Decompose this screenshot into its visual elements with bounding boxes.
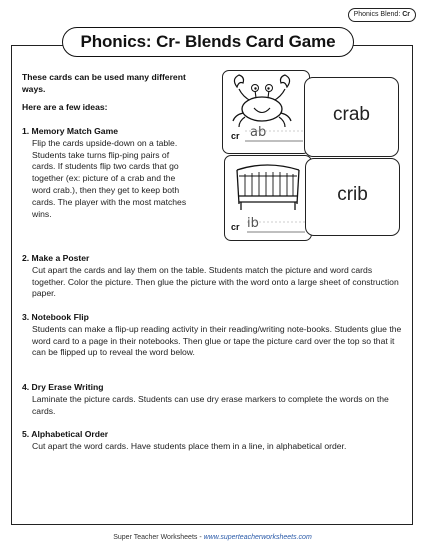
idea-body: Students can make a flip-up reading activity in their reading/writing note-books. Students glue the word card to a page in their notebooks. Then glue or tape the picture card over the top so that it can be flipped up to reveal the word below. xyxy=(32,323,402,358)
card-word: crib xyxy=(337,184,368,205)
word-card-crab xyxy=(304,77,399,157)
idea-heading: 3. Notebook Flip xyxy=(22,312,89,322)
idea-heading: 4. Dry Erase Writing xyxy=(22,382,104,392)
idea-dry-erase xyxy=(22,382,404,417)
idea-heading: 2. Make a Poster xyxy=(22,253,90,263)
card-word: crab xyxy=(333,104,370,125)
idea-body: Cut apart the cards and lay them on the table. Students match the picture and word cards together. Color the picture. Then glue the picture with the word onto a large sheet of construction paper. xyxy=(32,264,399,299)
page-title: Phonics: Cr- Blends Card Game xyxy=(62,27,354,57)
word-card-crib xyxy=(305,158,400,236)
tag-value: Cr xyxy=(402,11,410,18)
idea-heading: 5. Alphabetical Order xyxy=(22,429,109,439)
footer-text: Super Teacher Worksheets - xyxy=(113,534,204,541)
idea-heading: 1. Memory Match Game xyxy=(22,126,118,136)
crab-icon xyxy=(223,71,311,155)
tag-prefix: Phonics Blend: xyxy=(353,11,401,18)
card-written-letters: ab xyxy=(250,125,267,140)
intro-text: These cards can be used many different ways. xyxy=(22,72,186,94)
footer xyxy=(0,534,425,541)
picture-card-crib xyxy=(224,155,312,241)
idea-body: Cut apart the word cards. Have students place them in a line, in alphabetical order. xyxy=(32,440,347,451)
card-prefix: cr xyxy=(231,222,240,232)
picture-card-crab xyxy=(222,70,310,154)
idea-body: Laminate the picture cards. Students can use dry erase markers to complete the words on the cards. xyxy=(32,393,389,416)
ideas-heading: Here are a few ideas: xyxy=(22,102,108,112)
idea-body: Flip the cards upside-down on a table. Students take turns flip-ping pairs of cards. If students flip two cards that go together (ex: picture of a crab and the word crab.), then they get to keep both cards. The player with the most matches wins. xyxy=(32,137,187,219)
idea-make-poster xyxy=(22,253,402,300)
card-written-letters: ib xyxy=(247,216,259,231)
phonics-blend-tag xyxy=(348,8,416,22)
card-prefix: cr xyxy=(231,131,240,141)
idea-memory-match xyxy=(22,126,190,220)
footer-link[interactable]: www.superteacherworksheets.com xyxy=(203,534,312,541)
idea-notebook-flip xyxy=(22,312,404,359)
idea-alphabetical-order xyxy=(22,429,404,453)
